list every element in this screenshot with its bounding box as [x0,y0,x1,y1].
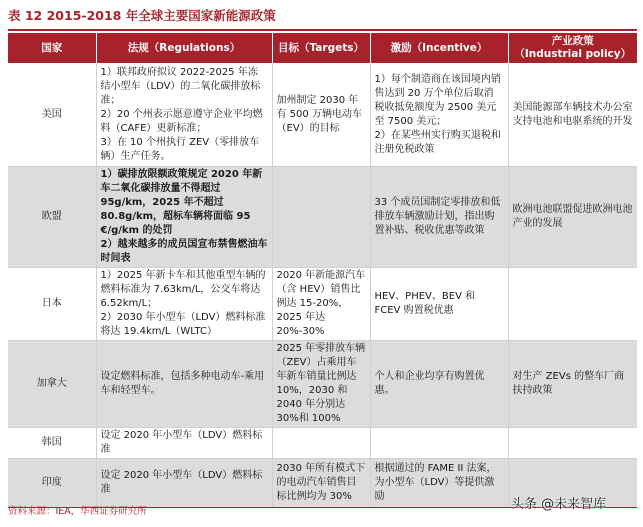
cell-industrial-policy: 美国能源部车辆技术办公室支持电池和电驱系统的开发 [508,64,637,167]
cell-regulations: 1）联邦政府拟议 2022-2025 年冻结小型车（LDV）的二氧化碳排放标准； 2）20 个州表示愿意遵守企业平均燃料（CAFE）更新标准； 3）在 10 个州执行 ZEV（零排放车辆）生产任务。 [96,64,272,167]
cell-targets: 加州制定 2030 年有 500 万辆电动车（EV）的目标 [272,64,370,167]
table-row-canada [8,341,637,428]
cell-industrial-policy: 对生产 ZEVs 的整车厂商扶持政策 [508,341,637,428]
cell-incentive [370,428,508,459]
header-regulations: 法规（Regulations） [96,33,272,64]
table-row-eu [8,167,637,268]
cell-country: 加拿大 [8,341,96,428]
cell-country: 日本 [8,268,96,341]
table-title: 表 12 2015-2018 年全球主要国家新能源政策 [8,8,276,23]
cell-country: 印度 [8,459,96,508]
cell-targets: 2030 年所有模式下的电动汽车销售目标比例均为 30% [272,459,370,508]
cell-incentive: 根据通过的 FAME II 法案，为小型车（LDV）等提供激励 [370,459,508,508]
table-row-japan [8,268,637,341]
watermark: 头条 @未来智库 [511,497,607,512]
table-row-usa [8,64,637,167]
policy-table [8,33,637,508]
source-note: 资料来源：IEA，华西证券研究所 [8,506,147,517]
cell-industrial-policy [508,428,637,459]
cell-industrial-policy: 欧洲电池联盟促进欧洲电池产业的发展 [508,167,637,268]
cell-targets: 2025 年零排放车辆（ZEV）占乘用车年新车销量比例达 10%，2030 和 2040 年分别达 30%和 100% [272,341,370,428]
table-row-korea [8,428,637,459]
header-country: 国家 [8,33,96,64]
cell-regulations: 设定 2020 年小型车（LDV）燃料标准 [96,428,272,459]
table-header-row [8,33,637,64]
cell-targets: 2020 年新能源汽车（含 HEV）销售比例达 15-20%，2025 年达 20%-30% [272,268,370,341]
cell-targets [272,428,370,459]
title-divider [8,29,637,31]
cell-incentive: 33 个成员国制定零排放和低排放车辆激励计划，指出购置补贴、税收优惠等政策 [370,167,508,268]
cell-country: 欧盟 [8,167,96,268]
cell-regulations: 1）碳排放限额政策规定 2020 年新车二氧化碳排放量不得超过 95g/km，2025 年不超过 80.8g/km，超标车辆将面临 95 €/g/km 的处罚 2）越来越多的成员国宣布禁售燃油车时间表 [96,167,272,268]
cell-incentive: 1）每个制造商在该国境内销售达到 20 万个单位后取消税收抵免额度为 2500 美元至 7500 美元； 2）在某些州实行购买退税和注册免税政策 [370,64,508,167]
header-targets: 目标（Targets） [272,33,370,64]
cell-incentive: 个人和企业均享有购置优惠。 [370,341,508,428]
cell-targets [272,167,370,268]
cell-industrial-policy [508,268,637,341]
cell-regulations: 设定 2020 年小型车（LDV）燃料标准 [96,459,272,508]
header-industrial-policy: 产业政策 （Industrial policy） [508,33,637,64]
header-incentive: 激励（Incentive） [370,33,508,64]
cell-regulations: 1）2025 年新卡车和其他重型车辆的燃料标准为 7.63km/L，公交车将达 6.52km/L； 2）2030 年小型车（LDV）燃料标准将达 19.4km/L（WLTC） [96,268,272,341]
cell-country: 美国 [8,64,96,167]
cell-incentive: HEV、PHEV、BEV 和 FCEV 购置税优惠 [370,268,508,341]
cell-country: 韩国 [8,428,96,459]
cell-regulations: 设定燃料标准，包括多种电动车-乘用车和轻型车。 [96,341,272,428]
